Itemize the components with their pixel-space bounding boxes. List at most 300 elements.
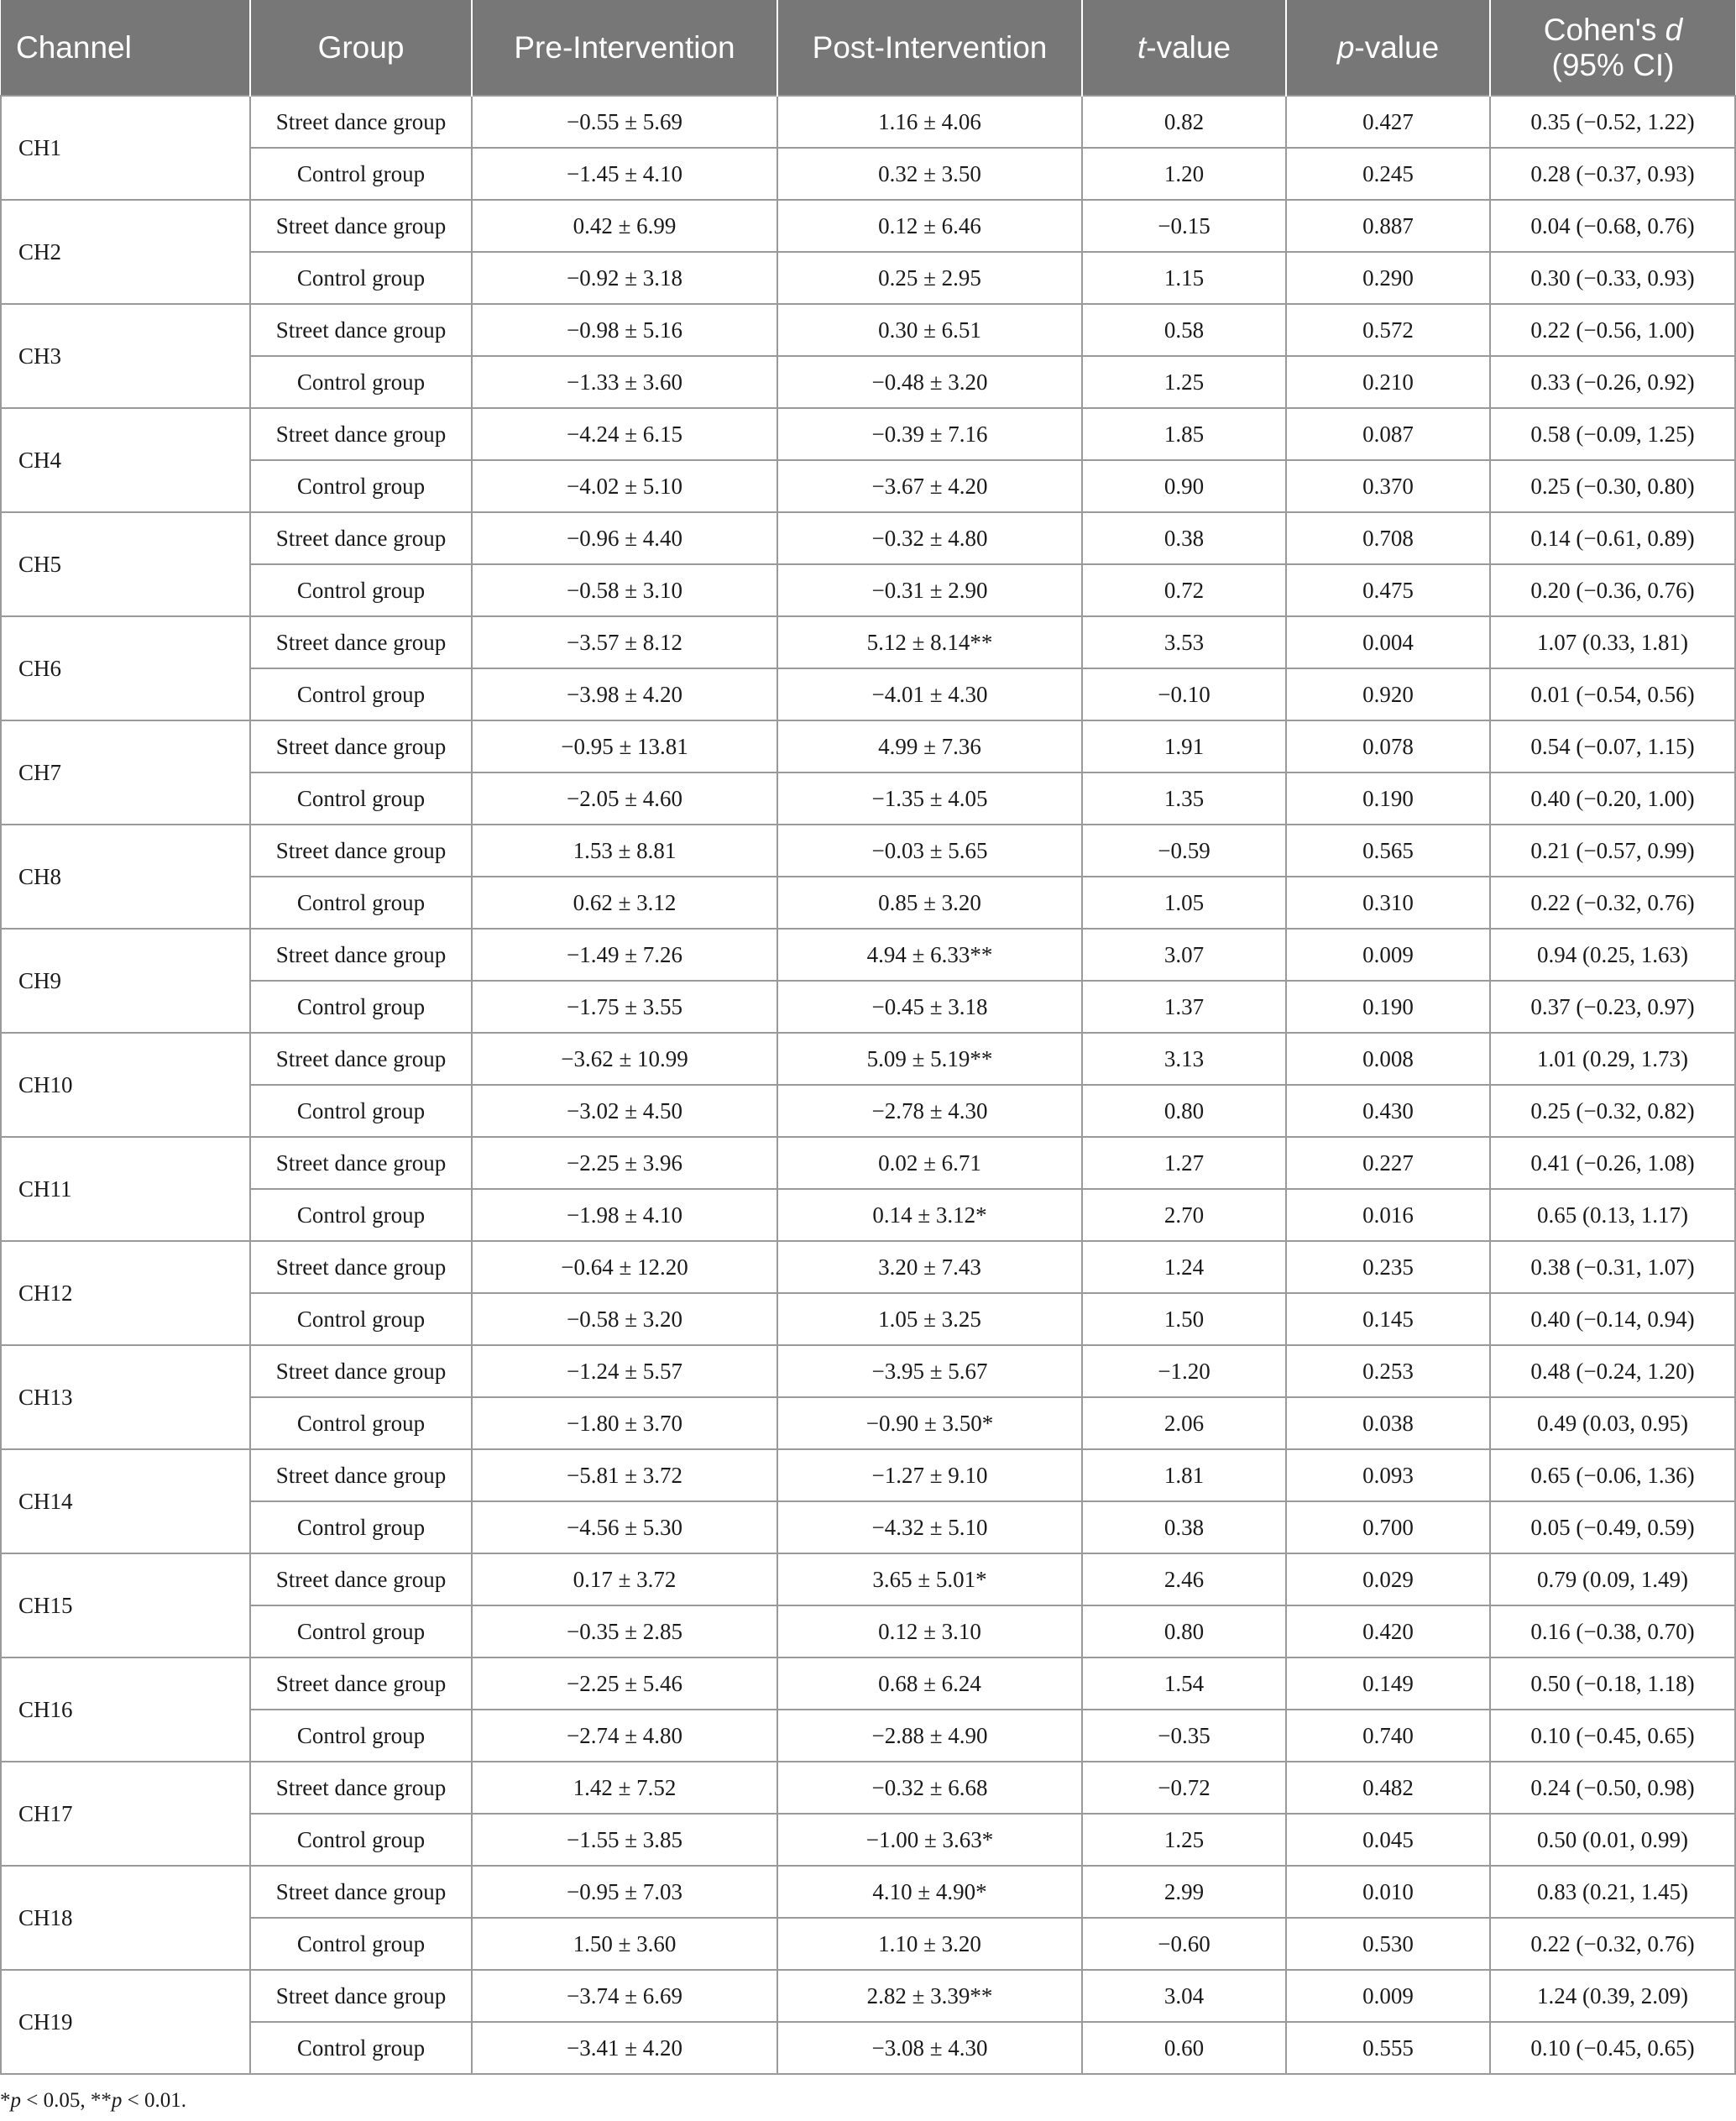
pre-intervention-cell: 0.17 ± 3.72 <box>472 1553 777 1605</box>
pre-intervention-cell: −0.58 ± 3.10 <box>472 564 777 616</box>
group-cell: Street dance group <box>250 1762 472 1814</box>
p-value-cell: 0.572 <box>1286 304 1490 356</box>
post-intervention-cell: 5.09 ± 5.19** <box>777 1033 1082 1085</box>
group-cell: Control group <box>250 564 472 616</box>
cohens-d-ci: (95% CI) <box>1551 47 1675 82</box>
footnote-star: * <box>0 2089 11 2112</box>
t-value-cell: 1.20 <box>1082 148 1286 200</box>
t-value-cell: −0.60 <box>1082 1918 1286 1970</box>
t-value-cell: 2.70 <box>1082 1189 1286 1241</box>
t-value-cell: 1.25 <box>1082 356 1286 408</box>
post-intervention-cell: 4.99 ± 7.36 <box>777 720 1082 772</box>
group-cell: Control group <box>250 1293 472 1345</box>
t-value-cell: 1.05 <box>1082 877 1286 929</box>
header-channel: Channel <box>1 0 250 96</box>
group-cell: Street dance group <box>250 1970 472 2022</box>
pre-intervention-cell: 1.53 ± 8.81 <box>472 825 777 877</box>
cohens-d-cell: 0.94 (0.25, 1.63) <box>1490 929 1735 981</box>
table-row <box>1 408 1735 460</box>
pre-intervention-cell: −3.98 ± 4.20 <box>472 668 777 720</box>
table-row <box>1 877 1735 929</box>
p-value-cell: 0.093 <box>1286 1449 1490 1501</box>
group-cell: Street dance group <box>250 1345 472 1397</box>
p-value-cell: 0.190 <box>1286 772 1490 825</box>
table-row <box>1 825 1735 877</box>
group-cell: Control group <box>250 1501 472 1553</box>
table-row <box>1 1970 1735 2022</box>
table-row <box>1 200 1735 252</box>
header-p-value <box>1286 0 1490 96</box>
pre-intervention-cell: −0.96 ± 4.40 <box>472 512 777 564</box>
group-cell: Control group <box>250 877 472 929</box>
channel-cell: CH10 <box>1 1033 250 1137</box>
t-value-cell: 0.80 <box>1082 1085 1286 1137</box>
post-intervention-cell: −0.90 ± 3.50* <box>777 1397 1082 1449</box>
post-intervention-cell: 4.94 ± 6.33** <box>777 929 1082 981</box>
post-intervention-cell: −4.32 ± 5.10 <box>777 1501 1082 1553</box>
pre-intervention-cell: −3.57 ± 8.12 <box>472 616 777 668</box>
t-value-cell: 1.27 <box>1082 1137 1286 1189</box>
pre-intervention-cell: −5.81 ± 3.72 <box>472 1449 777 1501</box>
pre-intervention-cell: −3.74 ± 6.69 <box>472 1970 777 2022</box>
t-value-cell: 3.13 <box>1082 1033 1286 1085</box>
table-row <box>1 1814 1735 1866</box>
table-row <box>1 1866 1735 1918</box>
table-row <box>1 460 1735 512</box>
cohens-d-cell: 0.33 (−0.26, 0.92) <box>1490 356 1735 408</box>
post-intervention-cell: −1.35 ± 4.05 <box>777 772 1082 825</box>
pre-intervention-cell: −1.45 ± 4.10 <box>472 148 777 200</box>
p-value-cell: 0.038 <box>1286 1397 1490 1449</box>
cohens-d-cell: 0.37 (−0.23, 0.97) <box>1490 981 1735 1033</box>
cohens-d-cell: 0.30 (−0.33, 0.93) <box>1490 252 1735 304</box>
table-row <box>1 616 1735 668</box>
p-value-cell: 0.290 <box>1286 252 1490 304</box>
p-value-cell: 0.078 <box>1286 720 1490 772</box>
group-cell: Control group <box>250 1085 472 1137</box>
pre-intervention-cell: −2.25 ± 5.46 <box>472 1658 777 1710</box>
header-post-intervention: Post-Intervention <box>777 0 1082 96</box>
post-intervention-cell: −2.88 ± 4.90 <box>777 1710 1082 1762</box>
p-symbol: p <box>1336 29 1355 65</box>
table-row <box>1 1033 1735 1085</box>
post-intervention-cell: −0.45 ± 3.18 <box>777 981 1082 1033</box>
cohens-d-cell: 0.65 (−0.06, 1.36) <box>1490 1449 1735 1501</box>
table-row <box>1 1553 1735 1605</box>
pre-intervention-cell: −0.55 ± 5.69 <box>472 96 777 148</box>
table-row <box>1 720 1735 772</box>
table-row <box>1 252 1735 304</box>
post-intervention-cell: 0.25 ± 2.95 <box>777 252 1082 304</box>
post-intervention-cell: 0.85 ± 3.20 <box>777 877 1082 929</box>
table-row <box>1 1605 1735 1658</box>
pre-intervention-cell: −0.92 ± 3.18 <box>472 252 777 304</box>
post-intervention-cell: −0.48 ± 3.20 <box>777 356 1082 408</box>
footnote <box>0 2089 186 2113</box>
p-value-cell: 0.420 <box>1286 1605 1490 1658</box>
group-cell: Control group <box>250 1918 472 1970</box>
p-value-cell: 0.887 <box>1286 200 1490 252</box>
channel-cell: CH3 <box>1 304 250 408</box>
t-value-cell: 0.80 <box>1082 1605 1286 1658</box>
p-value-cell: 0.920 <box>1286 668 1490 720</box>
group-cell: Control group <box>250 460 472 512</box>
cohens-d-cell: 0.65 (0.13, 1.17) <box>1490 1189 1735 1241</box>
group-cell: Control group <box>250 1814 472 1866</box>
cohens-d-cell: 0.54 (−0.07, 1.15) <box>1490 720 1735 772</box>
table-row <box>1 981 1735 1033</box>
header-cohens-d <box>1490 0 1735 96</box>
post-intervention-cell: −1.00 ± 3.63* <box>777 1814 1082 1866</box>
post-intervention-cell: 0.02 ± 6.71 <box>777 1137 1082 1189</box>
cohens-d-cell: 0.25 (−0.30, 0.80) <box>1490 460 1735 512</box>
p-value-cell: 0.149 <box>1286 1658 1490 1710</box>
table-row <box>1 564 1735 616</box>
table-row <box>1 96 1735 148</box>
group-cell: Street dance group <box>250 929 472 981</box>
pre-intervention-cell: −0.95 ± 13.81 <box>472 720 777 772</box>
post-intervention-cell: 0.32 ± 3.50 <box>777 148 1082 200</box>
p-value-cell: 0.029 <box>1286 1553 1490 1605</box>
table-row <box>1 1918 1735 1970</box>
pre-intervention-cell: −0.95 ± 7.03 <box>472 1866 777 1918</box>
table-row <box>1 1501 1735 1553</box>
group-cell: Control group <box>250 668 472 720</box>
post-intervention-cell: −1.27 ± 9.10 <box>777 1449 1082 1501</box>
group-cell: Control group <box>250 252 472 304</box>
group-cell: Street dance group <box>250 1241 472 1293</box>
p-value-cell: 0.210 <box>1286 356 1490 408</box>
p-value-cell: 0.310 <box>1286 877 1490 929</box>
group-cell: Control group <box>250 1189 472 1241</box>
group-cell: Control group <box>250 356 472 408</box>
t-value-cell: 0.60 <box>1082 2022 1286 2074</box>
cohens-d-cell: 0.05 (−0.49, 0.59) <box>1490 1501 1735 1553</box>
footnote-text2: < 0.01. <box>122 2089 186 2112</box>
cohens-d-cell: 0.83 (0.21, 1.45) <box>1490 1866 1735 1918</box>
table-row <box>1 1345 1735 1397</box>
group-cell: Control group <box>250 981 472 1033</box>
cohens-d-cell: 0.38 (−0.31, 1.07) <box>1490 1241 1735 1293</box>
t-suffix: -value <box>1146 29 1231 65</box>
p-value-cell: 0.370 <box>1286 460 1490 512</box>
pre-intervention-cell: −1.24 ± 5.57 <box>472 1345 777 1397</box>
table-row <box>1 1710 1735 1762</box>
p-value-cell: 0.190 <box>1286 981 1490 1033</box>
table-row <box>1 148 1735 200</box>
pre-intervention-cell: −3.41 ± 4.20 <box>472 2022 777 2074</box>
pre-intervention-cell: −2.05 ± 4.60 <box>472 772 777 825</box>
table-row <box>1 356 1735 408</box>
t-value-cell: 3.04 <box>1082 1970 1286 2022</box>
post-intervention-cell: 1.10 ± 3.20 <box>777 1918 1082 1970</box>
post-intervention-cell: −3.95 ± 5.67 <box>777 1345 1082 1397</box>
p-value-cell: 0.004 <box>1286 616 1490 668</box>
table-row <box>1 1241 1735 1293</box>
pre-intervention-cell: −3.02 ± 4.50 <box>472 1085 777 1137</box>
cohens-d-cell: 1.24 (0.39, 2.09) <box>1490 1970 1735 2022</box>
post-intervention-cell: −2.78 ± 4.30 <box>777 1085 1082 1137</box>
pre-intervention-cell: −4.24 ± 6.15 <box>472 408 777 460</box>
post-intervention-cell: 0.12 ± 3.10 <box>777 1605 1082 1658</box>
p-value-cell: 0.008 <box>1286 1033 1490 1085</box>
cohens-d-cell: 0.40 (−0.14, 0.94) <box>1490 1293 1735 1345</box>
header-pre-intervention: Pre-Intervention <box>472 0 777 96</box>
channel-cell: CH12 <box>1 1241 250 1345</box>
post-intervention-cell: 1.05 ± 3.25 <box>777 1293 1082 1345</box>
post-intervention-cell: −3.67 ± 4.20 <box>777 460 1082 512</box>
t-value-cell: 0.90 <box>1082 460 1286 512</box>
header-row <box>1 0 1735 96</box>
cohens-d-cell: 0.50 (−0.18, 1.18) <box>1490 1658 1735 1710</box>
channel-cell: CH15 <box>1 1553 250 1658</box>
channel-cell: CH7 <box>1 720 250 825</box>
group-cell: Street dance group <box>250 1137 472 1189</box>
p-value-cell: 0.475 <box>1286 564 1490 616</box>
p-suffix: -value <box>1354 29 1440 65</box>
pre-intervention-cell: −0.64 ± 12.20 <box>472 1241 777 1293</box>
post-intervention-cell: 2.82 ± 3.39** <box>777 1970 1082 2022</box>
channel-cell: CH6 <box>1 616 250 720</box>
cohens-d-prefix: Cohen's <box>1543 12 1665 47</box>
pre-intervention-cell: 1.42 ± 7.52 <box>472 1762 777 1814</box>
cohens-d-cell: 0.48 (−0.24, 1.20) <box>1490 1345 1735 1397</box>
pre-intervention-cell: −4.02 ± 5.10 <box>472 460 777 512</box>
t-value-cell: 1.37 <box>1082 981 1286 1033</box>
t-value-cell: 0.82 <box>1082 96 1286 148</box>
channel-cell: CH11 <box>1 1137 250 1241</box>
t-value-cell: 1.85 <box>1082 408 1286 460</box>
t-value-cell: −0.59 <box>1082 825 1286 877</box>
cohens-d-cell: 0.49 (0.03, 0.95) <box>1490 1397 1735 1449</box>
table-row <box>1 512 1735 564</box>
group-cell: Street dance group <box>250 408 472 460</box>
pre-intervention-cell: −3.62 ± 10.99 <box>472 1033 777 1085</box>
pre-intervention-cell: −1.75 ± 3.55 <box>472 981 777 1033</box>
cohens-d-cell: 0.22 (−0.56, 1.00) <box>1490 304 1735 356</box>
cohens-d-cell: 0.20 (−0.36, 0.76) <box>1490 564 1735 616</box>
group-cell: Street dance group <box>250 1658 472 1710</box>
cohens-d-cell: 0.41 (−0.26, 1.08) <box>1490 1137 1735 1189</box>
t-value-cell: 1.35 <box>1082 772 1286 825</box>
post-intervention-cell: 0.30 ± 6.51 <box>777 304 1082 356</box>
channel-cell: CH16 <box>1 1658 250 1762</box>
channel-cell: CH2 <box>1 200 250 304</box>
pre-intervention-cell: −0.98 ± 5.16 <box>472 304 777 356</box>
t-value-cell: 1.15 <box>1082 252 1286 304</box>
t-value-cell: −0.72 <box>1082 1762 1286 1814</box>
t-value-cell: 1.91 <box>1082 720 1286 772</box>
pre-intervention-cell: 0.42 ± 6.99 <box>472 200 777 252</box>
post-intervention-cell: −3.08 ± 4.30 <box>777 2022 1082 2074</box>
pre-intervention-cell: −2.74 ± 4.80 <box>472 1710 777 1762</box>
cohens-d-cell: 0.58 (−0.09, 1.25) <box>1490 408 1735 460</box>
cohens-d-cell: 0.10 (−0.45, 0.65) <box>1490 2022 1735 2074</box>
t-value-cell: 1.81 <box>1082 1449 1286 1501</box>
group-cell: Street dance group <box>250 1553 472 1605</box>
table-row <box>1 1762 1735 1814</box>
cohens-d-cell: 0.21 (−0.57, 0.99) <box>1490 825 1735 877</box>
post-intervention-cell: 4.10 ± 4.90* <box>777 1866 1082 1918</box>
footnote-p1: p <box>10 2089 21 2112</box>
pre-intervention-cell: −0.35 ± 2.85 <box>472 1605 777 1658</box>
cohens-d-cell: 1.07 (0.33, 1.81) <box>1490 616 1735 668</box>
p-value-cell: 0.235 <box>1286 1241 1490 1293</box>
channel-cell: CH13 <box>1 1345 250 1449</box>
channel-cell: CH9 <box>1 929 250 1033</box>
t-value-cell: 2.99 <box>1082 1866 1286 1918</box>
table-row <box>1 1658 1735 1710</box>
cohens-d-cell: 0.40 (−0.20, 1.00) <box>1490 772 1735 825</box>
cohens-d-cell: 0.22 (−0.32, 0.76) <box>1490 1918 1735 1970</box>
post-intervention-cell: 0.14 ± 3.12* <box>777 1189 1082 1241</box>
group-cell: Control group <box>250 1397 472 1449</box>
t-value-cell: 0.38 <box>1082 1501 1286 1553</box>
group-cell: Control group <box>250 772 472 825</box>
cohens-d-cell: 0.01 (−0.54, 0.56) <box>1490 668 1735 720</box>
footnote-text1: < 0.05, ** <box>21 2089 112 2112</box>
table-row <box>1 2022 1735 2074</box>
post-intervention-cell: 1.16 ± 4.06 <box>777 96 1082 148</box>
p-value-cell: 0.227 <box>1286 1137 1490 1189</box>
table-row <box>1 1189 1735 1241</box>
t-value-cell: 1.24 <box>1082 1241 1286 1293</box>
pre-intervention-cell: −0.58 ± 3.20 <box>472 1293 777 1345</box>
post-intervention-cell: 0.68 ± 6.24 <box>777 1658 1082 1710</box>
t-value-cell: −0.15 <box>1082 200 1286 252</box>
channel-cell: CH5 <box>1 512 250 616</box>
table-row <box>1 929 1735 981</box>
t-value-cell: 3.53 <box>1082 616 1286 668</box>
group-cell: Street dance group <box>250 200 472 252</box>
cohens-d-cell: 0.16 (−0.38, 0.70) <box>1490 1605 1735 1658</box>
p-value-cell: 0.010 <box>1286 1866 1490 1918</box>
post-intervention-cell: −0.39 ± 7.16 <box>777 408 1082 460</box>
group-cell: Street dance group <box>250 1033 472 1085</box>
d-symbol: d <box>1665 12 1683 47</box>
cohens-d-cell: 0.25 (−0.32, 0.82) <box>1490 1085 1735 1137</box>
channel-cell: CH18 <box>1 1866 250 1970</box>
group-cell: Street dance group <box>250 825 472 877</box>
t-value-cell: 0.38 <box>1082 512 1286 564</box>
cohens-d-cell: 0.24 (−0.50, 0.98) <box>1490 1762 1735 1814</box>
p-value-cell: 0.245 <box>1286 148 1490 200</box>
p-value-cell: 0.565 <box>1286 825 1490 877</box>
table-row <box>1 772 1735 825</box>
group-cell: Street dance group <box>250 616 472 668</box>
channel-cell: CH4 <box>1 408 250 512</box>
post-intervention-cell: −0.03 ± 5.65 <box>777 825 1082 877</box>
p-value-cell: 0.482 <box>1286 1762 1490 1814</box>
cohens-d-cell: 0.22 (−0.32, 0.76) <box>1490 877 1735 929</box>
header-t-value <box>1082 0 1286 96</box>
pre-intervention-cell: −1.49 ± 7.26 <box>472 929 777 981</box>
t-value-cell: 1.50 <box>1082 1293 1286 1345</box>
group-cell: Street dance group <box>250 304 472 356</box>
group-cell: Control group <box>250 2022 472 2074</box>
pre-intervention-cell: −4.56 ± 5.30 <box>472 1501 777 1553</box>
post-intervention-cell: 3.65 ± 5.01* <box>777 1553 1082 1605</box>
channel-cell: CH14 <box>1 1449 250 1553</box>
t-value-cell: −0.10 <box>1082 668 1286 720</box>
t-value-cell: 3.07 <box>1082 929 1286 981</box>
p-value-cell: 0.740 <box>1286 1710 1490 1762</box>
table-row <box>1 1137 1735 1189</box>
p-value-cell: 0.555 <box>1286 2022 1490 2074</box>
table-row <box>1 1293 1735 1345</box>
cohens-d-cell: 0.35 (−0.52, 1.22) <box>1490 96 1735 148</box>
channel-cell: CH1 <box>1 96 250 200</box>
cohens-d-cell: 0.50 (0.01, 0.99) <box>1490 1814 1735 1866</box>
post-intervention-cell: −4.01 ± 4.30 <box>777 668 1082 720</box>
pre-intervention-cell: −1.33 ± 3.60 <box>472 356 777 408</box>
p-value-cell: 0.430 <box>1286 1085 1490 1137</box>
post-intervention-cell: −0.32 ± 6.68 <box>777 1762 1082 1814</box>
p-value-cell: 0.009 <box>1286 1970 1490 2022</box>
pre-intervention-cell: 0.62 ± 3.12 <box>472 877 777 929</box>
group-cell: Street dance group <box>250 512 472 564</box>
cohens-d-cell: 0.04 (−0.68, 0.76) <box>1490 200 1735 252</box>
p-value-cell: 0.145 <box>1286 1293 1490 1345</box>
p-value-cell: 0.700 <box>1286 1501 1490 1553</box>
t-value-cell: 2.06 <box>1082 1397 1286 1449</box>
post-intervention-cell: 5.12 ± 8.14** <box>777 616 1082 668</box>
t-value-cell: 0.72 <box>1082 564 1286 616</box>
group-cell: Control group <box>250 1605 472 1658</box>
post-intervention-cell: −0.32 ± 4.80 <box>777 512 1082 564</box>
t-value-cell: 0.58 <box>1082 304 1286 356</box>
group-cell: Street dance group <box>250 720 472 772</box>
header-group: Group <box>250 0 472 96</box>
p-value-cell: 0.427 <box>1286 96 1490 148</box>
table-row <box>1 1449 1735 1501</box>
pre-intervention-cell: 1.50 ± 3.60 <box>472 1918 777 1970</box>
p-value-cell: 0.530 <box>1286 1918 1490 1970</box>
footnote-p2: p <box>111 2089 123 2112</box>
p-value-cell: 0.045 <box>1286 1814 1490 1866</box>
t-value-cell: −0.35 <box>1082 1710 1286 1762</box>
t-value-cell: 1.25 <box>1082 1814 1286 1866</box>
cohens-d-cell: 0.10 (−0.45, 0.65) <box>1490 1710 1735 1762</box>
p-value-cell: 0.009 <box>1286 929 1490 981</box>
group-cell: Street dance group <box>250 1449 472 1501</box>
post-intervention-cell: 3.20 ± 7.43 <box>777 1241 1082 1293</box>
pre-intervention-cell: −1.80 ± 3.70 <box>472 1397 777 1449</box>
table-row <box>1 1397 1735 1449</box>
channel-cell: CH17 <box>1 1762 250 1866</box>
table-row <box>1 668 1735 720</box>
post-intervention-cell: −0.31 ± 2.90 <box>777 564 1082 616</box>
t-value-cell: 1.54 <box>1082 1658 1286 1710</box>
post-intervention-cell: 0.12 ± 6.46 <box>777 200 1082 252</box>
group-cell: Street dance group <box>250 1866 472 1918</box>
cohens-d-cell: 0.14 (−0.61, 0.89) <box>1490 512 1735 564</box>
channel-cell: CH8 <box>1 825 250 929</box>
p-value-cell: 0.708 <box>1286 512 1490 564</box>
group-cell: Control group <box>250 148 472 200</box>
p-value-cell: 0.016 <box>1286 1189 1490 1241</box>
pre-intervention-cell: −2.25 ± 3.96 <box>472 1137 777 1189</box>
pre-intervention-cell: −1.98 ± 4.10 <box>472 1189 777 1241</box>
table-row <box>1 1085 1735 1137</box>
t-value-cell: 2.46 <box>1082 1553 1286 1605</box>
p-value-cell: 0.087 <box>1286 408 1490 460</box>
t-symbol: t <box>1137 29 1147 65</box>
cohens-d-cell: 0.28 (−0.37, 0.93) <box>1490 148 1735 200</box>
cohens-d-cell: 0.79 (0.09, 1.49) <box>1490 1553 1735 1605</box>
group-cell: Control group <box>250 1710 472 1762</box>
channel-cell: CH19 <box>1 1970 250 2074</box>
